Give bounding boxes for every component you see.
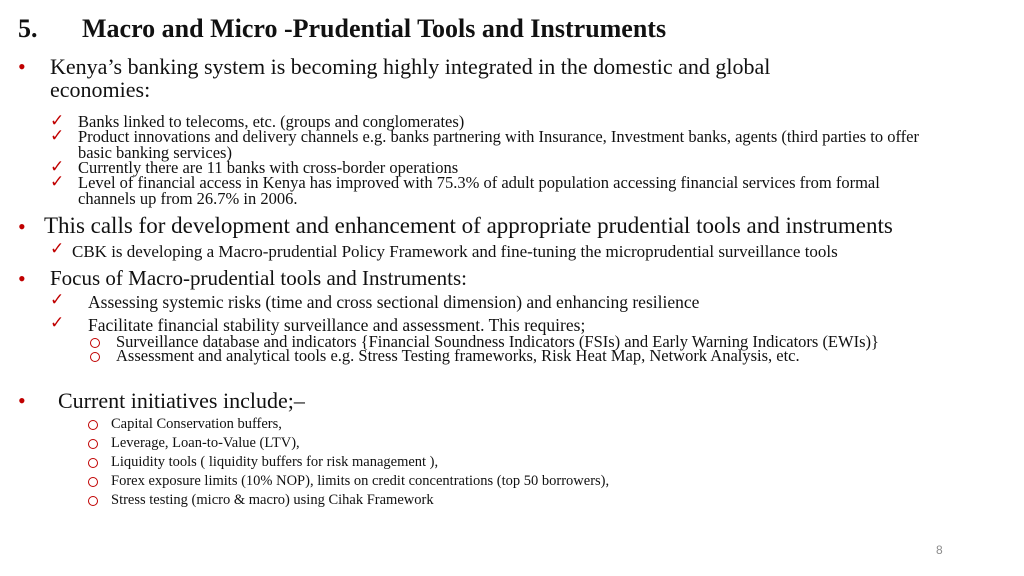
bullet-1-line-2: economies: [50, 77, 151, 102]
circle-bullet-icon [88, 439, 98, 449]
checkmark-icon: ✓ [50, 172, 65, 191]
check-item-3-1: Assessing systemic risks (time and cross sectional dimension) and enhancing resilience [88, 292, 700, 312]
checkmark-icon: ✓ [50, 157, 65, 176]
initiative-item-3: Liquidity tools ( liquidity buffers for risk management ), [111, 454, 439, 470]
slide-title [18, 14, 666, 44]
bullet-4-text: Current initiatives include;– [58, 388, 305, 413]
initiative-item-1: Capital Conservation buffers, [111, 416, 282, 432]
checkmark-icon: ✓ [50, 111, 65, 130]
checkmark-icon: ✓ [50, 126, 65, 145]
check-item-2-1: CBK is developing a Macro-prudential Policy Framework and fine-tuning the microprudential surveillance tools [72, 242, 838, 261]
checkmark-icon: ✓ [50, 290, 65, 309]
checkmark-icon: ✓ [50, 239, 65, 258]
bullet-icon: • [18, 214, 26, 239]
sub-item-3-1: Surveillance database and indicators {Financial Soundness Indicators (FSIs) and Early Warning Indicators (EWIs)} [116, 332, 879, 351]
initiative-item-4: Forex exposure limits (10% NOP), limits on credit concentrations (top 50 borrowers), [111, 473, 610, 489]
circle-bullet-icon [88, 420, 98, 430]
check-item-1-2 [78, 129, 919, 160]
check-item-1-2-line-2: basic banking services) [78, 142, 232, 162]
circle-bullet-icon [90, 352, 100, 362]
bullet-1-text [50, 55, 770, 101]
circle-bullet-icon [90, 338, 100, 348]
section-number: 5. [18, 14, 38, 43]
initiative-item-5: Stress testing (micro & macro) using Cihak Framework [111, 492, 434, 508]
bullet-1-line-1: Kenya’s banking system is becoming highly integrated in the domestic and global [50, 54, 771, 79]
bullet-icon: • [18, 388, 26, 413]
circle-bullet-icon [88, 477, 98, 487]
circle-bullet-icon [88, 496, 98, 506]
check-item-1-3: Currently there are 11 banks with cross-border operations [78, 158, 459, 177]
title-text: Macro and Micro -Prudential Tools and Instruments [82, 14, 667, 43]
sub-item-3-2: Assessment and analytical tools e.g. Stress Testing frameworks, Risk Heat Map, Network Analysis, etc. [116, 346, 800, 365]
check-item-1-2-line-1: Product innovations and delivery channels e.g. banks partnering with Insurance, Investment banks, agents (third parties to offer [78, 127, 919, 146]
page-number: 8 [936, 543, 943, 557]
check-item-1-1: Banks linked to telecoms, etc. (groups and conglomerates) [78, 112, 465, 131]
bullet-icon: • [18, 54, 26, 79]
bullet-icon: • [18, 266, 26, 291]
check-item-1-4-line-1: Level of financial access in Kenya has improved with 75.3% of adult population accessing financial services from formal [78, 173, 880, 192]
checkmark-icon: ✓ [50, 313, 65, 332]
bullet-2-text: This calls for development and enhancement of appropriate prudential tools and instruments [44, 213, 893, 238]
check-item-1-4 [78, 175, 880, 206]
check-item-1-4-line-2: channels up from 26.7% in 2006. [78, 188, 298, 208]
circle-bullet-icon [88, 458, 98, 468]
bullet-3-text: Focus of Macro-prudential tools and Instruments: [50, 266, 468, 290]
check-item-3-2: Facilitate financial stability surveillance and assessment. This requires; [88, 315, 586, 335]
initiative-item-2: Leverage, Loan-to-Value (LTV), [111, 435, 300, 451]
